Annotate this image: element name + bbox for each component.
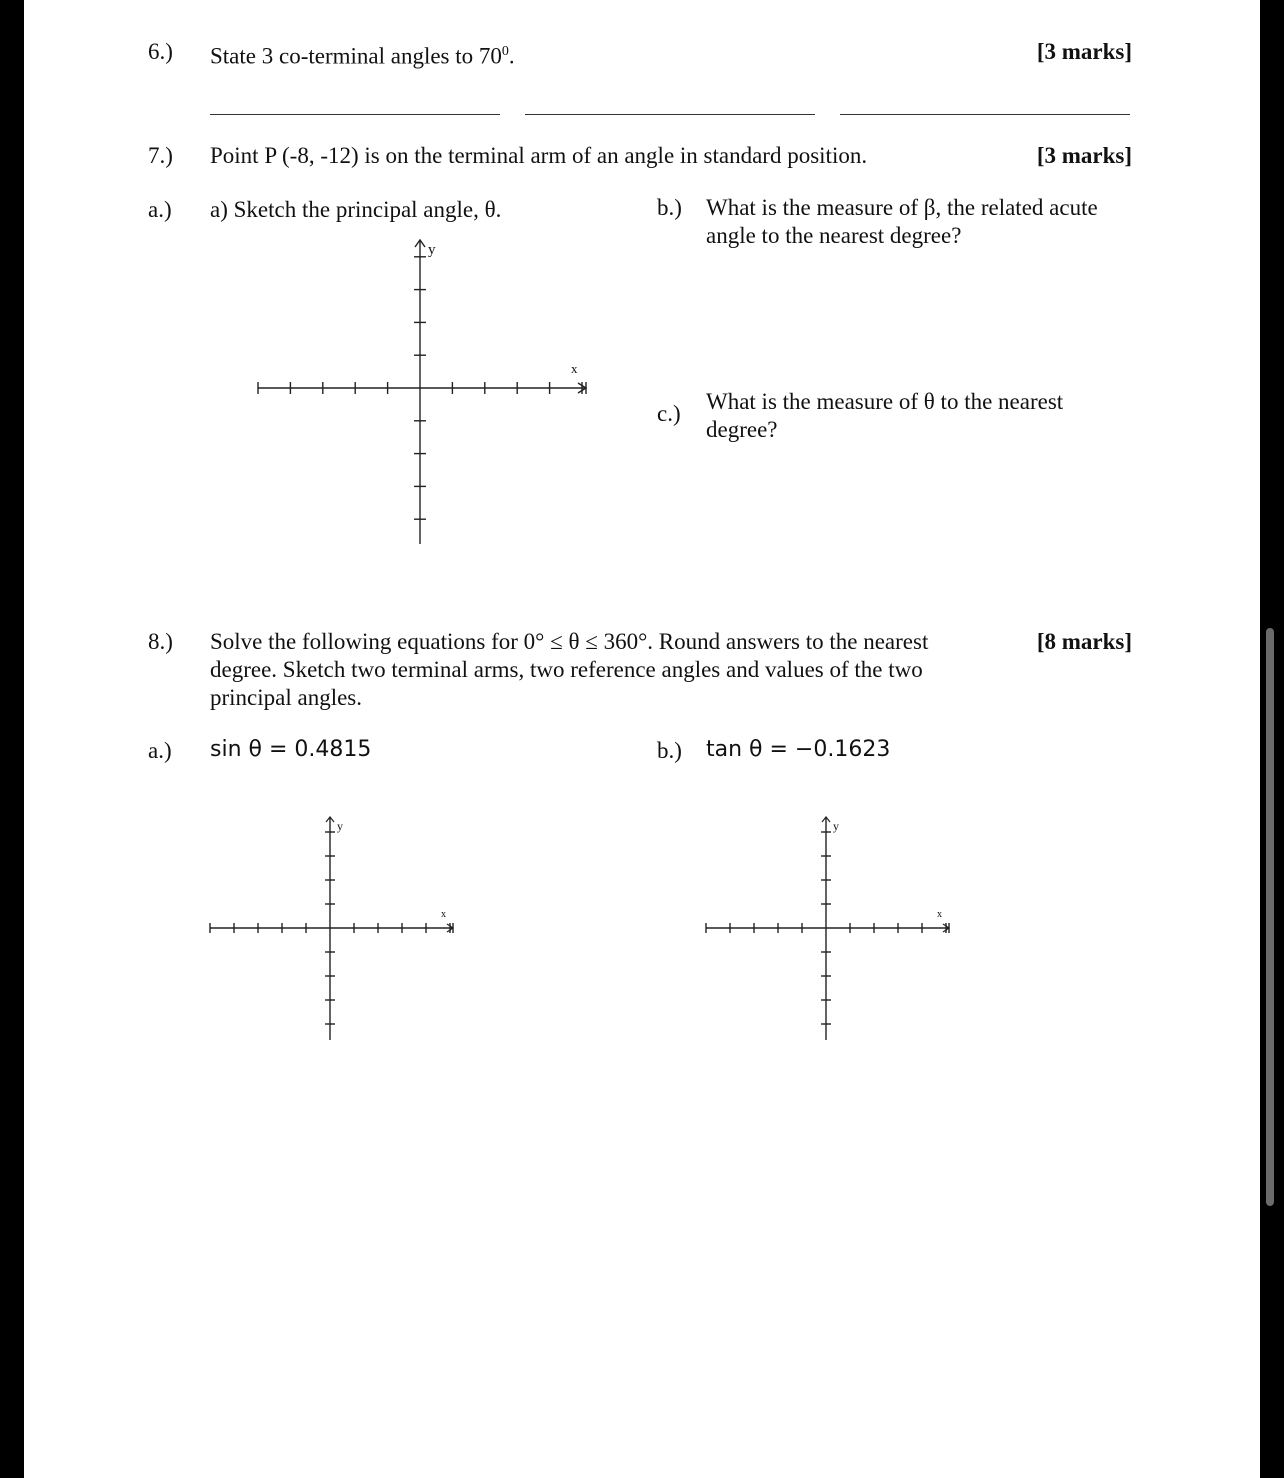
q6-prompt: State 3 co-terminal angles to $70^0$. xyxy=(210,43,515,69)
q8b-x-axis-label: x xyxy=(937,909,942,920)
answer-blank-3[interactable] xyxy=(840,114,1130,115)
q7-coordinate-axes[interactable] xyxy=(250,230,600,550)
q7c-label: c.) xyxy=(657,401,681,426)
q8-line1: Solve the following equations for 0° ≤ θ ≤ 360°. Round answers to the nearest xyxy=(210,629,929,654)
q8a-coordinate-axes[interactable] xyxy=(200,805,470,1050)
q8-line3: principal angles. xyxy=(210,685,363,710)
q6-number: 6.) xyxy=(148,39,173,64)
answer-blank-1[interactable] xyxy=(210,114,500,115)
q7b-line2: angle to the nearest degree? xyxy=(706,223,962,248)
scrollbar-thumb[interactable] xyxy=(1266,628,1274,1206)
q8b-coordinate-axes[interactable] xyxy=(696,805,966,1050)
q7-prompt: Point P (-8, -12) is on the terminal arm of an angle in standard position. xyxy=(210,143,868,168)
q7b-label: b.) xyxy=(657,195,682,220)
q8a-y-axis-label: y xyxy=(337,819,343,833)
q7-number: 7.) xyxy=(148,143,173,168)
q7a-text: a) Sketch the principal angle, θ. xyxy=(210,197,502,222)
q7-marks: [3 marks] xyxy=(1036,143,1132,168)
q8b-equation: tan θ = −0.1623 xyxy=(706,737,891,762)
q7-y-axis-label: y xyxy=(428,242,436,258)
q8-marks: [8 marks] xyxy=(1036,629,1132,654)
q7b-line1: What is the measure of β, the related acute xyxy=(706,195,1098,220)
q8a-x-axis-label: x xyxy=(441,909,446,920)
q7-x-axis-label: x xyxy=(571,361,578,376)
q8a-label: a.) xyxy=(148,738,172,763)
q8a-equation: sin θ = 0.4815 xyxy=(210,737,372,762)
q7a-label: a.) xyxy=(148,197,172,222)
answer-blank-2[interactable] xyxy=(525,114,815,115)
q7c-line1: What is the measure of θ to the nearest xyxy=(706,389,1064,414)
q8b-label: b.) xyxy=(657,738,682,763)
q7c-line2: degree? xyxy=(706,417,778,442)
q6-marks: [3 marks] xyxy=(1036,39,1132,64)
q8-line2: degree. Sketch two terminal arms, two reference angles and values of the two xyxy=(210,657,923,682)
q8b-y-axis-label: y xyxy=(833,819,839,833)
q8-number: 8.) xyxy=(148,629,173,654)
